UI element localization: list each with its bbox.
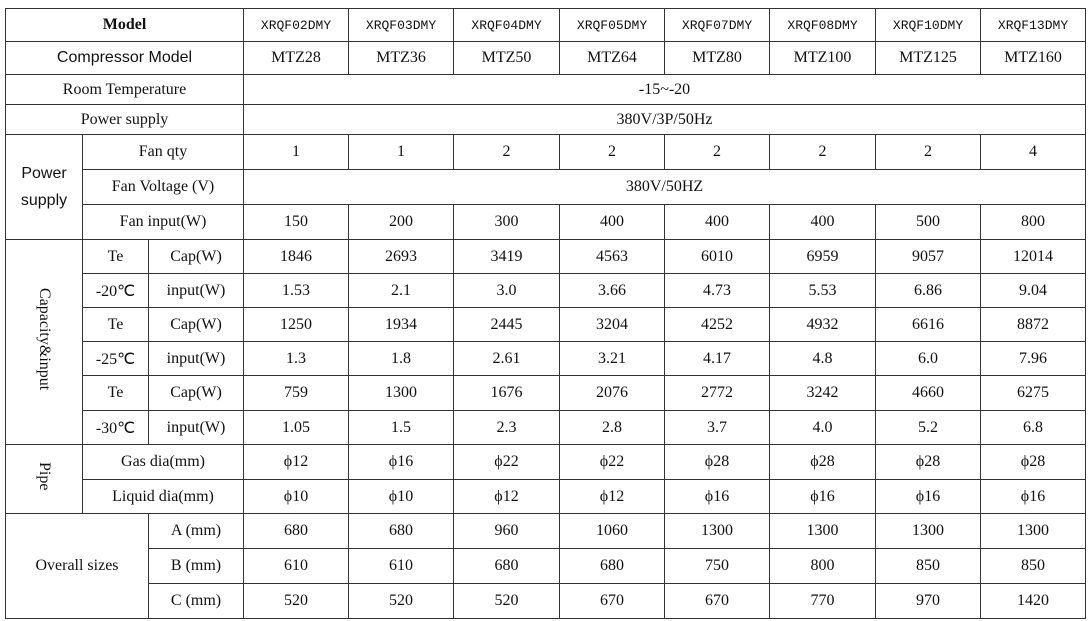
fan-input-value: 400 <box>560 205 665 240</box>
fan-voltage-row <box>6 170 1086 205</box>
te-label: Te <box>83 308 149 342</box>
fan-input-value: 400 <box>665 205 770 240</box>
gas-dia-value: ϕ12 <box>244 445 349 480</box>
compressor-value: MTZ125 <box>876 42 981 75</box>
pipe-group-label: Pipe <box>6 445 83 514</box>
te-temperature: -20℃ <box>83 274 149 308</box>
cap-label: Cap(W) <box>149 240 244 274</box>
cap-value: 2772 <box>665 376 770 411</box>
cap-value: 759 <box>244 376 349 411</box>
cap-value: 3242 <box>770 376 876 411</box>
input-value: 2.61 <box>454 342 560 376</box>
fan-input-value: 800 <box>981 205 1086 240</box>
compressor-label: Compressor Model <box>6 42 244 75</box>
size-a-row <box>6 514 1086 549</box>
cap-row-30 <box>6 376 1086 411</box>
capacity-group-label: Capacity&input <box>6 240 83 445</box>
fan-qty-value: 1 <box>244 135 349 170</box>
gas-dia-row <box>6 445 1086 480</box>
size-value: 1300 <box>665 514 770 549</box>
fan-qty-row <box>6 135 1086 170</box>
size-value: 670 <box>665 584 770 619</box>
size-value: 610 <box>349 549 454 584</box>
compressor-value: MTZ64 <box>560 42 665 75</box>
input-value: 1.05 <box>244 411 349 445</box>
input-value: 9.04 <box>981 274 1086 308</box>
size-label: B (mm) <box>149 549 244 584</box>
fan-input-row <box>6 205 1086 240</box>
cap-value: 2693 <box>349 240 454 274</box>
model-name: XRQF13DMY <box>981 9 1086 42</box>
cap-row-20 <box>6 240 1086 274</box>
fan-input-value: 300 <box>454 205 560 240</box>
size-value: 750 <box>665 549 770 584</box>
liquid-dia-value: ϕ12 <box>560 480 665 514</box>
size-value: 850 <box>876 549 981 584</box>
liquid-dia-value: ϕ12 <box>454 480 560 514</box>
gas-dia-value: ϕ28 <box>981 445 1086 480</box>
fan-voltage-value: 380V/50HZ <box>244 170 1086 205</box>
cap-value: 3419 <box>454 240 560 274</box>
liquid-dia-label: Liquid dia(mm) <box>83 480 244 514</box>
compressor-value: MTZ160 <box>981 42 1086 75</box>
size-value: 1300 <box>876 514 981 549</box>
cap-value: 3204 <box>560 308 665 342</box>
fan-qty-label: Fan qty <box>83 135 244 170</box>
fan-input-value: 500 <box>876 205 981 240</box>
fan-qty-value: 2 <box>454 135 560 170</box>
gas-dia-value: ϕ28 <box>770 445 876 480</box>
input-value: 4.73 <box>665 274 770 308</box>
input-row-30 <box>6 411 1086 445</box>
compressor-value: MTZ80 <box>665 42 770 75</box>
cap-value: 9057 <box>876 240 981 274</box>
size-label: C (mm) <box>149 584 244 619</box>
model-name: XRQF05DMY <box>560 9 665 42</box>
size-value: 960 <box>454 514 560 549</box>
size-value: 800 <box>770 549 876 584</box>
size-value: 670 <box>560 584 665 619</box>
input-value: 5.2 <box>876 411 981 445</box>
size-value: 680 <box>454 549 560 584</box>
model-header: Model <box>6 9 244 42</box>
size-c-row <box>6 584 1086 619</box>
model-name: XRQF07DMY <box>665 9 770 42</box>
size-value: 520 <box>349 584 454 619</box>
te-temperature: -25℃ <box>83 342 149 376</box>
input-value: 2.3 <box>454 411 560 445</box>
fan-input-value: 400 <box>770 205 876 240</box>
room-temperature-label: Room Temperature <box>6 75 244 105</box>
compressor-value: MTZ100 <box>770 42 876 75</box>
cap-value: 1846 <box>244 240 349 274</box>
input-value: 6.86 <box>876 274 981 308</box>
cap-value: 6275 <box>981 376 1086 411</box>
cap-value: 1934 <box>349 308 454 342</box>
size-label: A (mm) <box>149 514 244 549</box>
input-value: 4.0 <box>770 411 876 445</box>
model-name: XRQF04DMY <box>454 9 560 42</box>
fan-voltage-label: Fan Voltage (V) <box>83 170 244 205</box>
cap-value: 1250 <box>244 308 349 342</box>
size-value: 680 <box>560 549 665 584</box>
size-value: 1300 <box>981 514 1086 549</box>
input-value: 6.0 <box>876 342 981 376</box>
cap-value: 4932 <box>770 308 876 342</box>
cap-value: 2076 <box>560 376 665 411</box>
input-value: 7.96 <box>981 342 1086 376</box>
size-value: 1420 <box>981 584 1086 619</box>
input-value: 1.3 <box>244 342 349 376</box>
size-value: 1060 <box>560 514 665 549</box>
fan-qty-value: 2 <box>560 135 665 170</box>
liquid-dia-value: ϕ16 <box>876 480 981 514</box>
model-name: XRQF02DMY <box>244 9 349 42</box>
cap-value: 1676 <box>454 376 560 411</box>
te-temperature: -30℃ <box>83 411 149 445</box>
input-value: 4.17 <box>665 342 770 376</box>
input-label: input(W) <box>149 411 244 445</box>
input-row-25 <box>6 342 1086 376</box>
te-label: Te <box>83 376 149 411</box>
fan-qty-value: 2 <box>665 135 770 170</box>
liquid-dia-value: ϕ16 <box>770 480 876 514</box>
power-supply-label: Power supply <box>6 105 244 135</box>
size-value: 520 <box>244 584 349 619</box>
input-value: 2.1 <box>349 274 454 308</box>
overall-sizes-label: Overall sizes <box>6 514 149 619</box>
size-value: 680 <box>349 514 454 549</box>
input-label: input(W) <box>149 342 244 376</box>
model-name: XRQF08DMY <box>770 9 876 42</box>
fan-qty-value: 4 <box>981 135 1086 170</box>
model-name: XRQF03DMY <box>349 9 454 42</box>
cap-value: 6616 <box>876 308 981 342</box>
size-value: 680 <box>244 514 349 549</box>
header-row <box>6 9 1086 42</box>
room-temperature-value: -15~-20 <box>244 75 1086 105</box>
cap-value: 8872 <box>981 308 1086 342</box>
cap-row-25 <box>6 308 1086 342</box>
power-group-label <box>6 135 83 240</box>
gas-dia-label: Gas dia(mm) <box>83 445 244 480</box>
power-group-label-line1: Power <box>21 165 67 182</box>
fan-qty-value: 1 <box>349 135 454 170</box>
cap-value: 4660 <box>876 376 981 411</box>
power-supply-row <box>6 105 1086 135</box>
liquid-dia-value: ϕ16 <box>665 480 770 514</box>
cap-label: Cap(W) <box>149 308 244 342</box>
cap-value: 6959 <box>770 240 876 274</box>
model-name: XRQF10DMY <box>876 9 981 42</box>
compressor-value: MTZ28 <box>244 42 349 75</box>
cap-value: 1300 <box>349 376 454 411</box>
size-value: 610 <box>244 549 349 584</box>
input-value: 1.53 <box>244 274 349 308</box>
gas-dia-value: ϕ28 <box>665 445 770 480</box>
cap-value: 4252 <box>665 308 770 342</box>
liquid-dia-value: ϕ10 <box>244 480 349 514</box>
spec-table <box>5 8 1086 619</box>
cap-value: 4563 <box>560 240 665 274</box>
input-value: 2.8 <box>560 411 665 445</box>
cap-value: 12014 <box>981 240 1086 274</box>
te-label: Te <box>83 240 149 274</box>
room-temperature-row <box>6 75 1086 105</box>
fan-input-label: Fan input(W) <box>83 205 244 240</box>
compressor-row <box>6 42 1086 75</box>
input-value: 3.7 <box>665 411 770 445</box>
input-value: 3.0 <box>454 274 560 308</box>
cap-value: 6010 <box>665 240 770 274</box>
fan-qty-value: 2 <box>876 135 981 170</box>
input-value: 3.66 <box>560 274 665 308</box>
input-value: 4.8 <box>770 342 876 376</box>
power-supply-value: 380V/3P/50Hz <box>244 105 1086 135</box>
fan-input-value: 150 <box>244 205 349 240</box>
gas-dia-value: ϕ22 <box>454 445 560 480</box>
liquid-dia-value: ϕ10 <box>349 480 454 514</box>
liquid-dia-value: ϕ16 <box>981 480 1086 514</box>
input-row-20 <box>6 274 1086 308</box>
fan-qty-value: 2 <box>770 135 876 170</box>
liquid-dia-row <box>6 480 1086 514</box>
gas-dia-value: ϕ22 <box>560 445 665 480</box>
size-value: 970 <box>876 584 981 619</box>
input-value: 1.5 <box>349 411 454 445</box>
size-value: 850 <box>981 549 1086 584</box>
input-value: 1.8 <box>349 342 454 376</box>
gas-dia-value: ϕ28 <box>876 445 981 480</box>
input-value: 6.8 <box>981 411 1086 445</box>
gas-dia-value: ϕ16 <box>349 445 454 480</box>
power-group-label-line2: supply <box>20 192 68 209</box>
fan-input-value: 200 <box>349 205 454 240</box>
compressor-value: MTZ36 <box>349 42 454 75</box>
cap-label: Cap(W) <box>149 376 244 411</box>
size-value: 520 <box>454 584 560 619</box>
compressor-value: MTZ50 <box>454 42 560 75</box>
size-value: 1300 <box>770 514 876 549</box>
input-label: input(W) <box>149 274 244 308</box>
size-b-row <box>6 549 1086 584</box>
input-value: 3.21 <box>560 342 665 376</box>
cap-value: 2445 <box>454 308 560 342</box>
size-value: 770 <box>770 584 876 619</box>
input-value: 5.53 <box>770 274 876 308</box>
